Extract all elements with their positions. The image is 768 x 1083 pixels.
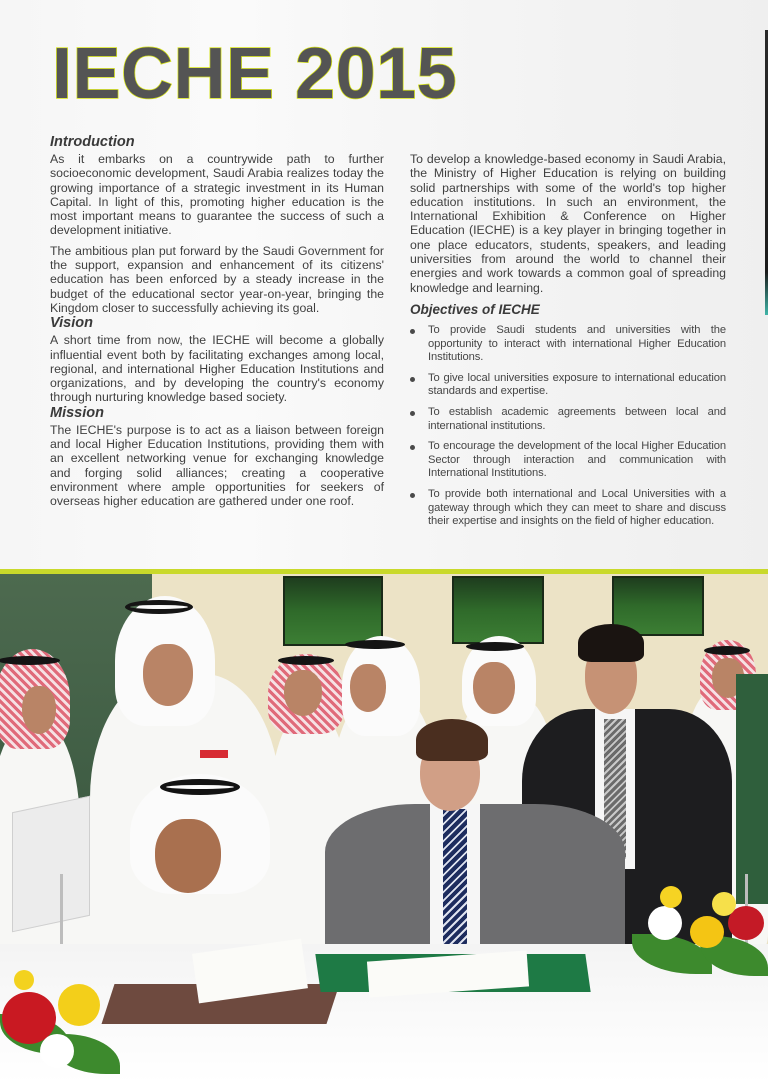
mission-section <box>50 405 384 509</box>
signing-ceremony-photo <box>0 574 768 1083</box>
photo-university-flag <box>12 796 90 933</box>
left-column <box>50 134 384 509</box>
mission-paragraph: The IECHE's purpose is to act as a liaison between foreign and local Higher Education Institutions, providing them with an excellent networking venue for exchanging knowledge and forging solid alliances; creating a cooperative environment where ample opportunities for seekers of overseas higher education are gathered under one roof. <box>50 422 384 509</box>
objective-item <box>410 324 726 365</box>
objective-item <box>410 372 726 399</box>
photo-window <box>452 576 544 644</box>
objective-item <box>410 406 726 433</box>
bullet-icon <box>410 493 415 498</box>
introduction-paragraph-2: The ambitious plan put forward by the Saudi Government for the support, expansion and enhancement of its citizens' education has been enforced by a steady increase in the budget of the educational sector year-on-year, bringing the Kingdom closer to successfully achieving its goal. <box>50 243 384 315</box>
objective-text: To provide Saudi students and universities with the opportunity to interact with international Higher Education Institutions. <box>428 323 726 364</box>
objective-text: To encourage the development of the local Higher Education Sector through interaction and communication with International Institutions. <box>428 440 726 480</box>
vision-heading: Vision <box>50 315 93 332</box>
photo-saudi-flag <box>736 674 768 904</box>
objective-text: To provide both international and Local Universities with a gateway through which they can meet to share and discuss their expertise and insights on the field of higher education. <box>428 487 726 528</box>
photo-window <box>283 576 383 646</box>
objectives-list <box>410 324 726 529</box>
objective-item <box>410 440 726 481</box>
right-column <box>410 152 726 536</box>
bullet-icon <box>410 377 415 382</box>
objective-text: To establish academic agreements between local and international institutions. <box>428 405 726 432</box>
vision-section <box>50 315 384 404</box>
introduction-heading: Introduction <box>50 134 135 150</box>
page-title: IECHE 2015 <box>52 34 458 114</box>
objectives-heading: Objectives of IECHE <box>410 301 540 317</box>
bullet-icon <box>410 411 415 416</box>
vision-paragraph: A short time from now, the IECHE will become a globally influential event both by facilitating exchanges among local, regional, and international Higher Education Institutions and organizations, and by developing the country's economy through nurturing knowledge based society. <box>50 333 384 405</box>
objective-text: To give local universities exposure to international education standards and expertise. <box>428 371 726 398</box>
introduction-section <box>50 134 384 315</box>
ieche-overview-paragraph: To develop a knowledge-based economy in Saudi Arabia, the Ministry of Higher Education is relying on building solid partnerships with some of the world's top higher education institutions. In such an environment, the International Exhibition & Conference on Higher Education (IECHE) is a key player in bringing together in one place educators, students, speakers, and leading universities from around the world to channel their energies and work towards a common goal of spreading knowledge and learning. <box>410 152 726 295</box>
photo-name-badge <box>200 750 228 758</box>
objective-item <box>410 488 726 529</box>
bullet-icon <box>410 329 415 334</box>
mission-heading: Mission <box>50 404 104 421</box>
bullet-icon <box>410 445 415 450</box>
introduction-paragraph-1: As it embarks on a countrywide path to further socioeconomic development, Saudi Arabia realizes today the growing importance of a strategic investment in its Human Capital. In light of this, promoting higher education is the most important means to guarantee the success of such a development initiative. <box>50 152 384 238</box>
